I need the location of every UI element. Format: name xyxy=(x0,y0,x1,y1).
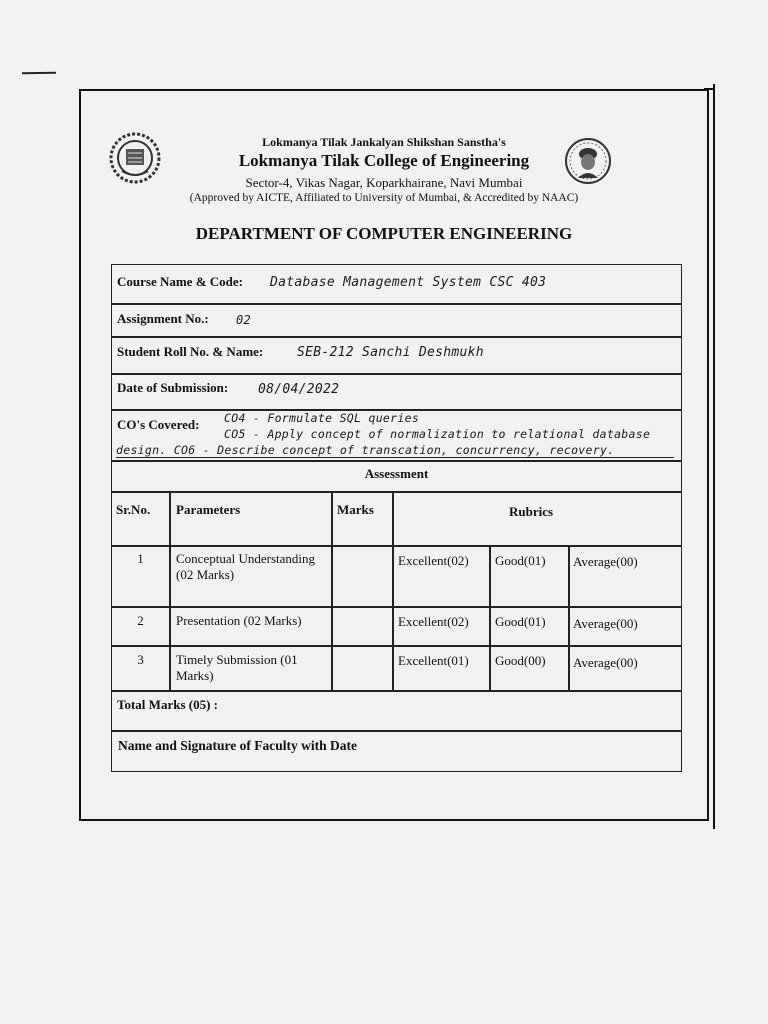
row-2-sr: 2 xyxy=(137,613,144,628)
header-marks: Marks xyxy=(337,502,374,517)
course-value: Database Management System CSC 403 xyxy=(270,275,547,290)
row-3-sr: 3 xyxy=(137,652,144,667)
row-3-average: Average(00) xyxy=(573,655,638,670)
co-underline xyxy=(116,457,674,458)
submission-date-label: Date of Submission: xyxy=(117,380,229,395)
row-3-excellent: Excellent(01) xyxy=(398,653,469,668)
row-1-good: Good(01) xyxy=(495,553,546,568)
assessment-title: Assessment xyxy=(364,466,429,481)
student-value: SEB-212 Sanchi Deshmukh xyxy=(297,345,484,360)
approval-note: (Approved by AICTE, Affiliated to University of Mumbai, & Accredited by NAAC) xyxy=(189,192,579,204)
course-label: Course Name & Code: xyxy=(117,274,244,289)
row-1-parameter: Conceptual Understanding (02 Marks) xyxy=(176,551,315,582)
row-2-average: Average(00) xyxy=(573,616,638,631)
cos-covered-label: CO's Covered: xyxy=(117,417,200,432)
row-3-good: Good(00) xyxy=(495,653,546,668)
header-rubrics: Rubrics xyxy=(509,504,554,519)
row-2-parameter: Presentation (02 Marks) xyxy=(176,613,302,628)
row-1-excellent: Excellent(02) xyxy=(398,553,469,568)
assignment-form xyxy=(111,264,682,772)
stray-pen-mark xyxy=(22,72,56,75)
institution-name: Lokmanya Tilak Jankalyan Shikshan Sanstha's xyxy=(262,135,506,149)
student-label: Student Roll No. & Name: xyxy=(117,344,264,359)
college-address: Sector-4, Vikas Nagar, Koparkhairane, Navi Mumbai xyxy=(245,175,523,190)
header-srno: Sr.No. xyxy=(116,502,151,517)
department-title: DEPARTMENT OF COMPUTER ENGINEERING xyxy=(195,224,573,243)
co-line-2: CO5 - Apply concept of normalization to relational database xyxy=(224,427,651,441)
header-parameters: Parameters xyxy=(176,502,241,517)
page-border-corner xyxy=(704,88,714,90)
row-3-parameter: Timely Submission (01 Marks) xyxy=(176,652,298,683)
assignment-label: Assignment No.: xyxy=(117,311,209,326)
row-2-excellent: Excellent(02) xyxy=(398,614,469,629)
row-2-good: Good(01) xyxy=(495,614,546,629)
row-1-sr: 1 xyxy=(137,551,144,566)
assignment-value: 02 xyxy=(236,313,252,327)
college-name: Lokmanya Tilak College of Engineering xyxy=(238,151,530,170)
submission-date-value: 08/04/2022 xyxy=(258,382,340,397)
row-1-average: Average(00) xyxy=(573,554,638,569)
co-line-1: CO4 - Formulate SQL queries xyxy=(224,411,420,425)
total-marks-label: Total Marks (05) : xyxy=(117,697,218,712)
faculty-signature-label: Name and Signature of Faculty with Date xyxy=(118,738,357,753)
co-line-3: design. CO6 - Describe concept of transcation, concurrency, recovery. xyxy=(116,443,615,457)
